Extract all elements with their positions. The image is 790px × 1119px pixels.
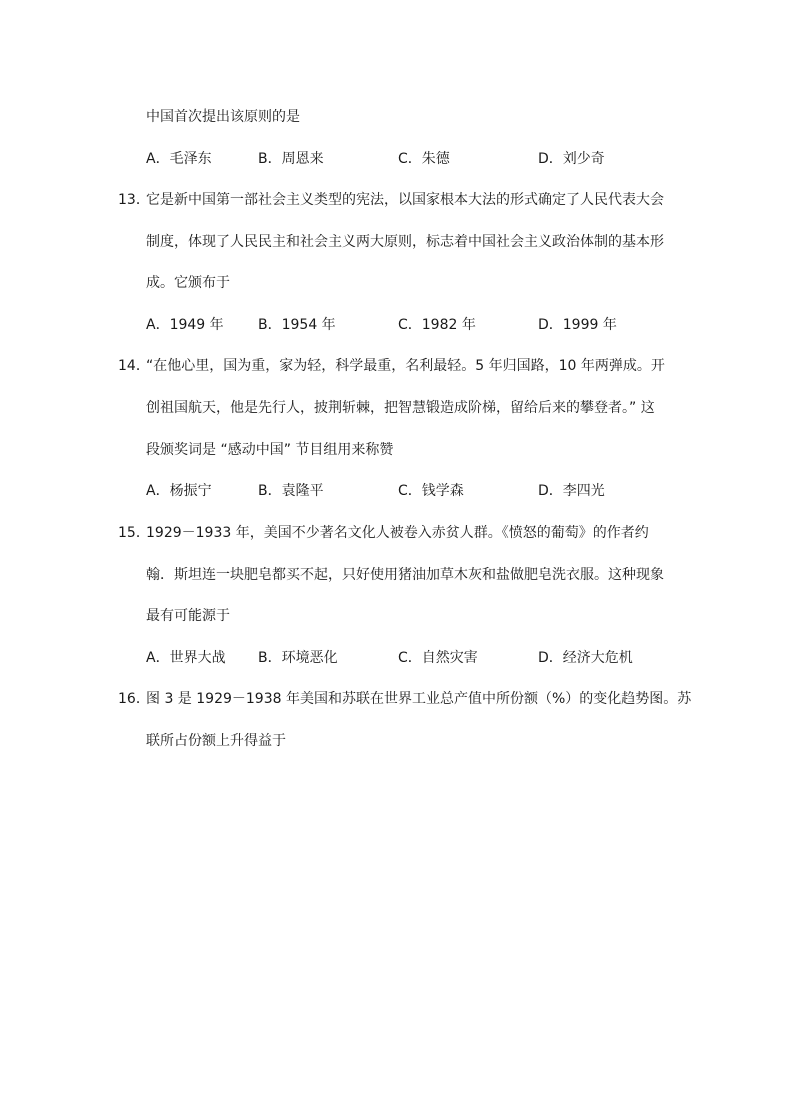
q14-option-a: A．杨振宁 [146, 483, 212, 499]
q15-option-a: A．世界大战 [146, 650, 226, 666]
q12-line-tail: 中国首次提出该原则的是 [146, 109, 300, 125]
q16-number: 16． [118, 691, 150, 707]
q15-line-2: 翰．斯坦连一块肥皂都买不起，只好使用猪油加草木灰和盐做肥皂洗衣服。这种现象 [146, 567, 664, 583]
q15-line-1: 1929－1933 年，美国不少著名文化人被卷入赤贫人群。《愤怒的葡萄》的作者约 [146, 525, 649, 541]
q16-line-1: 图 3 是 1929－1938 年美国和苏联在世界工业总产值中所份额（%）的变化趋势图。苏 [146, 691, 692, 707]
q12-option-d: D．刘少奇 [538, 151, 605, 167]
q16-line-2: 联所占份额上升得益于 [146, 733, 286, 749]
q14-option-d: D．李四光 [538, 483, 605, 499]
q14-line-3: 段颁奖词是 “感动中国” 节目组用来称赞 [146, 442, 394, 458]
q13-option-b: B．1954 年 [258, 317, 336, 333]
q13-option-d: D．1999 年 [538, 317, 617, 333]
q13-line-1: 它是新中国第一部社会主义类型的宪法，以国家根本大法的形式确定了人民代表大会 [146, 192, 664, 208]
q13-number: 13． [118, 192, 150, 208]
q14-line-2: 创祖国航天，他是先行人，披荆斩棘，把智慧锻造成阶梯，留给后来的攀登者。” 这 [146, 400, 655, 416]
q15-option-c: C．自然灾害 [398, 650, 478, 666]
q12-option-b: B．周恩来 [258, 151, 324, 167]
q14-line-1: “在他心里，国为重，家为轻，科学最重，名利最轻。5 年归国路，10 年两弹成。开 [146, 358, 665, 374]
q15-option-d: D．经济大危机 [538, 650, 633, 666]
q13-line-2: 制度，体现了人民民主和社会主义两大原则，标志着中国社会主义政治体制的基本形 [146, 234, 664, 250]
q15-number: 15． [118, 525, 150, 541]
q13-line-3: 成。它颁布于 [146, 275, 230, 291]
q14-option-b: B．袁隆平 [258, 483, 324, 499]
q12-option-c: C．朱德 [398, 151, 450, 167]
q12-option-a: A．毛泽东 [146, 151, 212, 167]
q15-line-3: 最有可能源于 [146, 608, 230, 624]
q14-option-c: C．钱学森 [398, 483, 464, 499]
q13-option-a: A．1949 年 [146, 317, 224, 333]
q14-number: 14． [118, 358, 150, 374]
q13-option-c: C．1982 年 [398, 317, 476, 333]
q15-option-b: B．环境恶化 [258, 650, 338, 666]
